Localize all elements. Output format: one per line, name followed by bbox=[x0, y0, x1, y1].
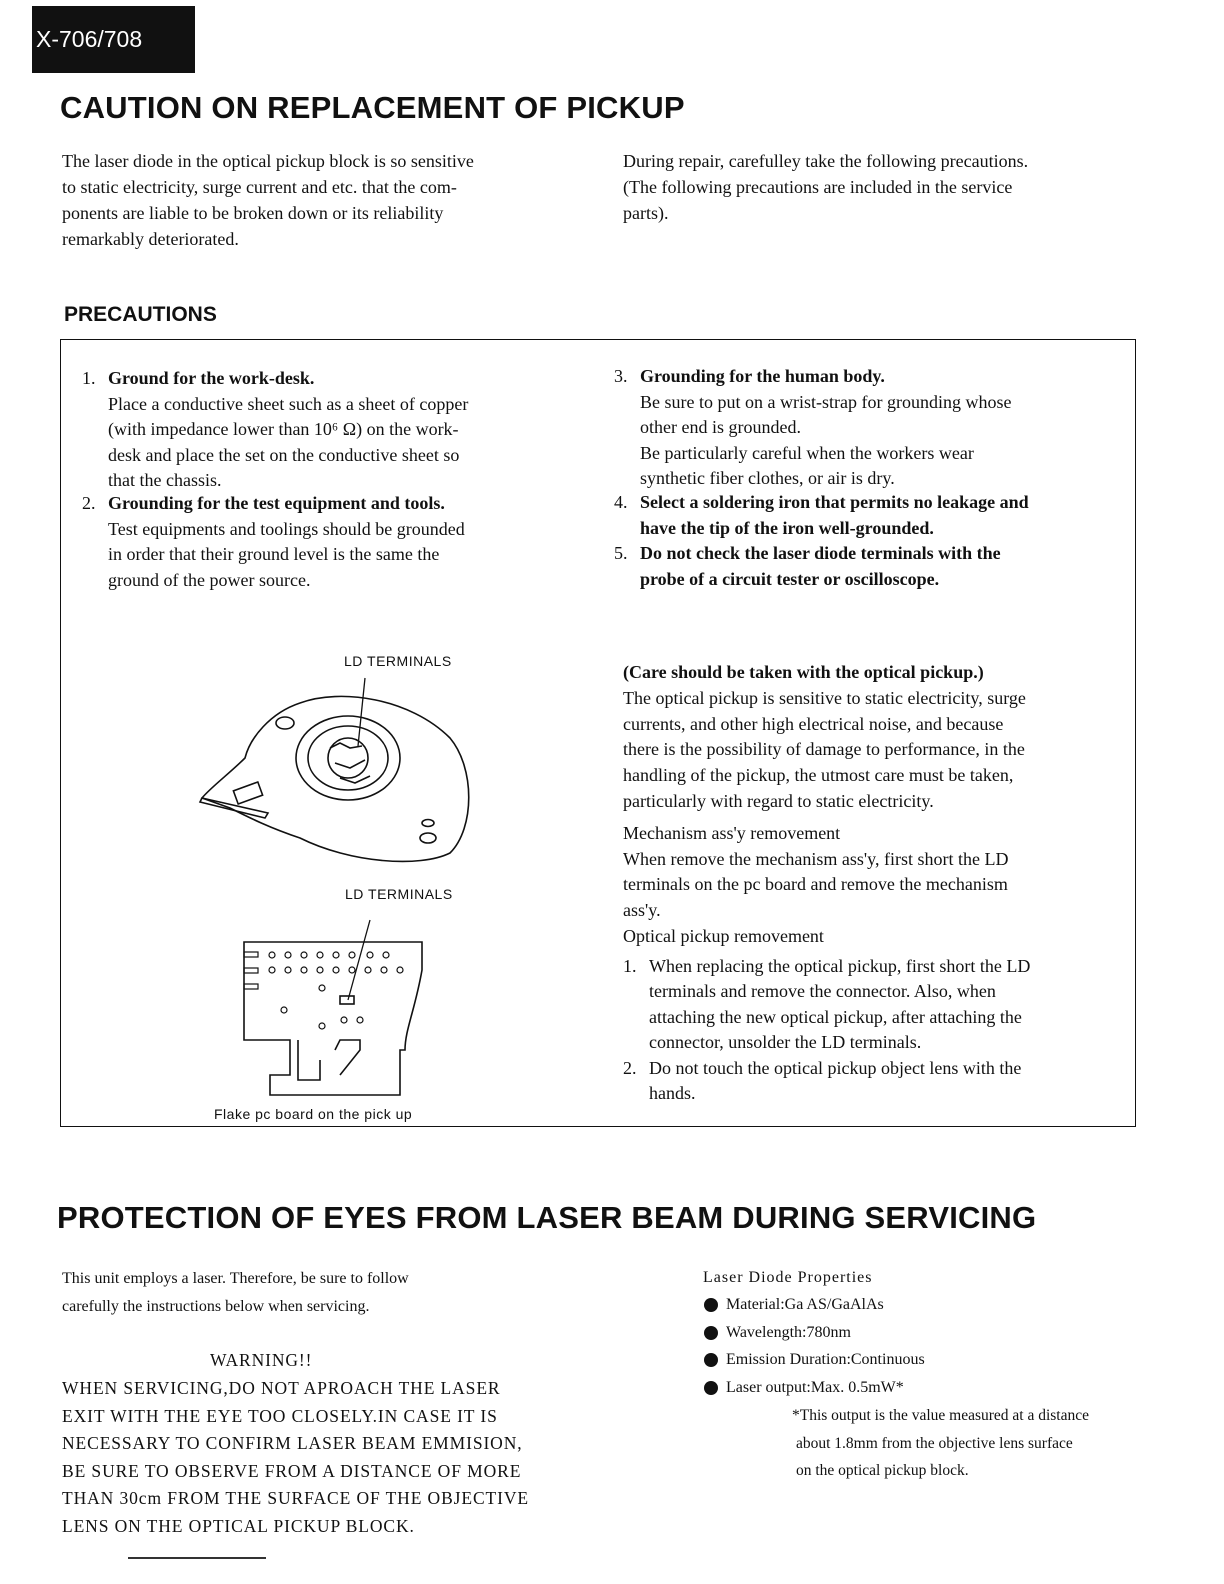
precaution-item-2 bbox=[82, 491, 582, 593]
properties-list bbox=[704, 1291, 1144, 1401]
care-line: currents, and other high electrical noise, and because bbox=[623, 713, 1004, 734]
item-line: that the chassis. bbox=[108, 470, 222, 490]
flake-pc-board-diagram bbox=[240, 900, 430, 1100]
item-heading: Grounding for the human body. bbox=[640, 366, 885, 386]
bullet-icon bbox=[704, 1353, 718, 1367]
warning-title: WARNING!! bbox=[210, 1350, 313, 1370]
bullet-icon bbox=[704, 1298, 718, 1312]
item-line: have the tip of the iron well-grounded. bbox=[640, 517, 934, 538]
item-heading: Ground for the work-desk. bbox=[108, 368, 315, 388]
item-line: Test equipments and toolings should be grounded bbox=[108, 518, 465, 539]
caution-title: CAUTION ON REPLACEMENT OF PICKUP bbox=[60, 90, 685, 125]
optical-step-1 bbox=[623, 954, 1133, 1056]
intro-line: ponents are liable to be broken down or its reliability bbox=[62, 203, 444, 223]
property-item bbox=[704, 1374, 1144, 1402]
item-number: 2. bbox=[82, 493, 96, 513]
note-line: about 1.8mm from the objective lens surface bbox=[796, 1434, 1073, 1452]
care-line: particularly with regard to static electricity. bbox=[623, 790, 934, 811]
property-item bbox=[704, 1319, 1144, 1347]
warning-line: WHEN SERVICING,DO NOT APROACH THE LASER bbox=[62, 1378, 501, 1398]
ld-terminals-label-top: LD TERMINALS bbox=[344, 653, 452, 669]
property-text: Emission Duration:Continuous bbox=[726, 1351, 925, 1368]
care-heading: (Care should be taken with the optical pickup.) bbox=[623, 662, 984, 682]
warning-line: THAN 30cm FROM THE SURFACE OF THE OBJECTIVE bbox=[62, 1488, 529, 1508]
item-number: 1. bbox=[82, 368, 96, 388]
mechanism-removal-title: Mechanism ass'y removement bbox=[623, 822, 841, 843]
precaution-item-4 bbox=[614, 490, 1124, 541]
warning-line: EXIT WITH THE EYE TOO CLOSELY.IN CASE IT IS bbox=[62, 1405, 498, 1426]
note-line: on the optical pickup block. bbox=[796, 1462, 969, 1479]
intro-line: (The following precautions are included in the service bbox=[623, 177, 1013, 197]
item-line: ground of the power source. bbox=[108, 569, 311, 590]
warning-line: NECESSARY TO CONFIRM LASER BEAM EMMISION, bbox=[62, 1433, 523, 1453]
protection-intro-line: This unit employs a laser. Therefore, be sure to follow bbox=[62, 1270, 409, 1287]
intro-line: parts). bbox=[623, 203, 669, 223]
precaution-item-5 bbox=[614, 541, 1124, 592]
item-line: in order that their ground level is the same the bbox=[108, 544, 440, 564]
property-text: Laser output:Max. 0.5mW* bbox=[726, 1378, 904, 1396]
step-number: 2. bbox=[623, 1057, 637, 1078]
property-text: Material:Ga AS/GaAlAs bbox=[726, 1296, 884, 1313]
precautions-title: PRECAUTIONS bbox=[64, 303, 217, 326]
bullet-icon bbox=[704, 1326, 718, 1340]
optical-step-2 bbox=[623, 1056, 1133, 1107]
care-line: handling of the pickup, the utmost care must be taken, bbox=[623, 765, 1014, 786]
ld-terminals-label-middle: LD TERMINALS bbox=[345, 886, 453, 902]
step-line: terminals and remove the connector. Also, when bbox=[649, 981, 996, 1002]
optical-removal-title: Optical pickup removement bbox=[623, 925, 824, 946]
flake-pc-board-caption: Flake pc board on the pick up bbox=[214, 1106, 413, 1122]
warning-block bbox=[62, 1375, 622, 1540]
mechanism-line: ass'y. bbox=[623, 900, 661, 921]
intro-line: During repair, carefulley take the following precautions. bbox=[623, 151, 1029, 171]
precaution-item-3 bbox=[614, 364, 1124, 492]
properties-title: Laser Diode Properties bbox=[703, 1269, 873, 1286]
property-text: Wavelength:780nm bbox=[726, 1323, 851, 1341]
care-section bbox=[623, 660, 1133, 1107]
output-note bbox=[792, 1402, 1152, 1485]
precaution-item-1 bbox=[82, 366, 582, 494]
model-number-tag: X-706/708 bbox=[32, 6, 195, 73]
item-line: synthetic fiber clothes, or air is dry. bbox=[640, 468, 895, 488]
step-line: Do not touch the optical pickup object lens with the bbox=[649, 1057, 1022, 1078]
mechanism-line: When remove the mechanism ass'y, first short the LD bbox=[623, 848, 1009, 869]
step-line: hands. bbox=[649, 1083, 696, 1104]
intro-line: The laser diode in the optical pickup block is so sensitive bbox=[62, 151, 474, 171]
item-number: 3. bbox=[614, 366, 628, 386]
item-line: Select a soldering iron that permits no leakage and bbox=[640, 492, 1029, 512]
item-line: (with impedance lower than 10⁶ Ω) on the work- bbox=[108, 419, 459, 439]
protection-intro-line: carefully the instructions below when servicing. bbox=[62, 1297, 370, 1315]
step-line: connector, unsolder the LD terminals. bbox=[649, 1032, 922, 1053]
warning-line: BE SURE TO OBSERVE FROM A DISTANCE OF MORE bbox=[62, 1460, 522, 1481]
property-item bbox=[704, 1346, 1144, 1374]
note-line: *This output is the value measured at a distance bbox=[792, 1407, 1089, 1424]
intro-line: to static electricity, surge current and etc. that the com- bbox=[62, 177, 457, 197]
pickup-diagram bbox=[190, 668, 490, 868]
item-number: 4. bbox=[614, 492, 628, 512]
item-line: Be particularly careful when the workers wear bbox=[640, 442, 974, 463]
mechanism-line: terminals on the pc board and remove the mechanism bbox=[623, 874, 1008, 895]
step-line: When replacing the optical pickup, first short the LD bbox=[649, 955, 1031, 976]
item-heading: Grounding for the test equipment and tools. bbox=[108, 493, 445, 513]
item-line: desk and place the set on the conductive sheet so bbox=[108, 444, 460, 465]
item-number: 5. bbox=[614, 543, 628, 563]
item-line: other end is grounded. bbox=[640, 417, 801, 437]
care-line: The optical pickup is sensitive to static electricity, surge bbox=[623, 687, 1026, 708]
caution-intro-right bbox=[623, 148, 1143, 226]
item-line: Place a conductive sheet such as a sheet of copper bbox=[108, 393, 469, 414]
optical-steps bbox=[623, 954, 1133, 1107]
protection-intro bbox=[62, 1265, 622, 1320]
protection-title: PROTECTION OF EYES FROM LASER BEAM DURING SERVICING bbox=[57, 1200, 1037, 1235]
caution-intro-left bbox=[62, 148, 582, 252]
step-number: 1. bbox=[623, 955, 637, 976]
item-line: probe of a circuit tester or oscilloscope. bbox=[640, 568, 940, 589]
property-item bbox=[704, 1291, 1144, 1319]
item-line: Be sure to put on a wrist-strap for grounding whose bbox=[640, 391, 1012, 412]
step-line: attaching the new optical pickup, after attaching the bbox=[649, 1006, 1022, 1027]
care-line: there is the possibility of damage to performance, in the bbox=[623, 739, 1025, 760]
footer-rule bbox=[128, 1557, 266, 1559]
warning-line: LENS ON THE OPTICAL PICKUP BLOCK. bbox=[62, 1515, 415, 1536]
bullet-icon bbox=[704, 1381, 718, 1395]
intro-line: remarkably deteriorated. bbox=[62, 229, 239, 249]
item-line: Do not check the laser diode terminals with the bbox=[640, 543, 1001, 563]
